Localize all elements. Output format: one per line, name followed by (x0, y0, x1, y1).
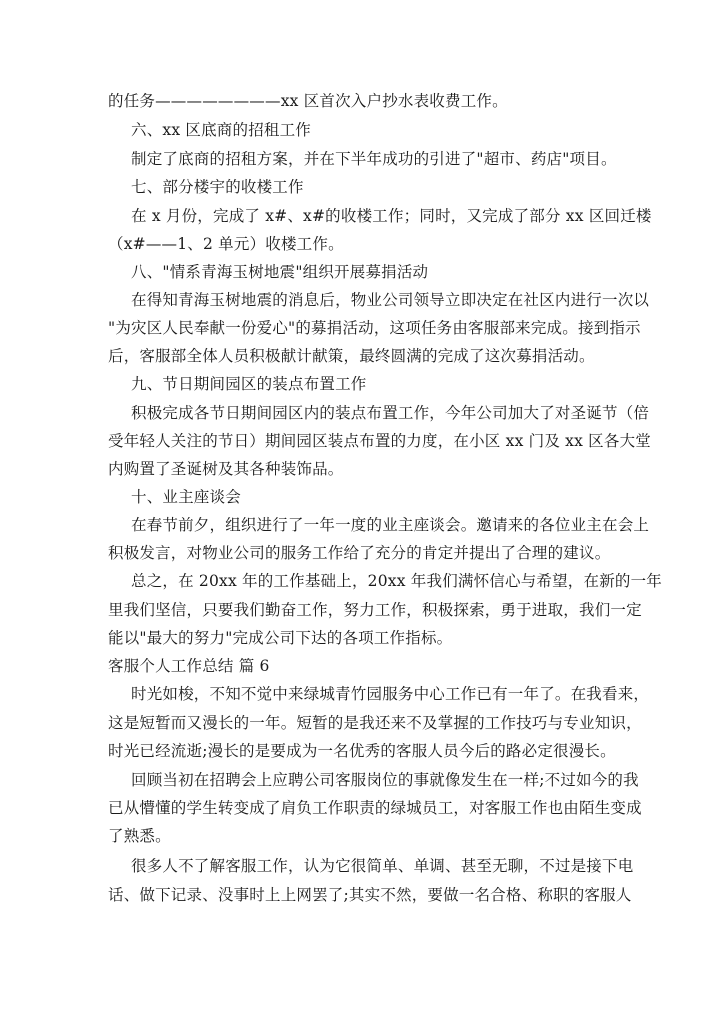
text-line: "为灾区人民奉献一份爱心"的募捐活动，这项任务由客服部来完成。接到指示 (108, 319, 641, 337)
text-line: 能以"最大的努力"完成公司下达的各项工作指标。 (108, 629, 453, 647)
section-heading: 八、"情系青海玉树地震"组织开展募捐活动 (131, 263, 429, 281)
text-line: 已从懵懂的学生转变成了肩负工作职责的绿城员工，对客服工作也由陌生变成 (108, 799, 642, 817)
text-line: 在 x 月份，完成了 x#、x#的收楼工作；同时，又完成了部分 xx 区回迁楼 (131, 207, 652, 225)
text-line: （x#——1、2 单元）收楼工作。 (108, 235, 344, 253)
text-line: 里我们坚信，只要我们勤奋工作，努力工作，积极探索，勇于进取，我们一定 (108, 601, 642, 619)
section-heading: 十、业主座谈会 (131, 488, 241, 506)
section-heading: 六、xx 区底商的招租工作 (131, 121, 312, 139)
section-heading: 七、部分楼宇的收楼工作 (131, 178, 304, 196)
text-line: 的任务————————xx 区首次入户抄水表收费工作。 (108, 92, 508, 110)
text-line: 内购置了圣诞树及其各种装饰品。 (108, 460, 344, 478)
text-line: 回顾当初在招聘会上应聘公司客服岗位的事就像发生在一样;不过如今的我 (131, 771, 639, 789)
text-line: 制定了底商的招租方案，并在下半年成功的引进了"超市、药店"项目。 (131, 150, 617, 168)
text-line: 了熟悉。 (108, 827, 171, 845)
text-line: 话、做下记录、没事时上上网罢了;其实不然，要做一名合格、称职的客服人 (108, 886, 632, 904)
text-line: 总之，在 20xx 年的工作基础上，20xx 年我们满怀信心与希望，在新的一年 (131, 572, 662, 590)
text-line: 在春节前夕，组织进行了一年一度的业主座谈会。邀请来的各位业主在会上 (131, 516, 650, 534)
text-line: 积极发言，对物业公司的服务工作给了充分的肯定并提出了合理的建议。 (108, 544, 611, 562)
text-line: 后，客服部全体人员积极献计献策，最终圆满的完成了这次募捐活动。 (108, 347, 595, 365)
text-line: 时光已经流逝;漫长的是要成为一名优秀的客服人员今后的路必定很漫长。 (108, 742, 616, 760)
article-title: 客服个人工作总结 篇 6 (108, 657, 270, 675)
text-line: 受年轻人关注的节日）期间园区装点布置的力度，在小区 xx 门及 xx 区各大堂 (108, 432, 651, 450)
section-heading: 九、节日期间园区的装点布置工作 (131, 375, 367, 393)
text-line: 积极完成各节日期间园区内的装点布置工作，今年公司加大了对圣诞节（倍 (131, 404, 650, 422)
text-line: 时光如梭，不知不觉中来绿城青竹园服务中心工作已有一年了。在我看来， (131, 685, 650, 703)
text-line: 在得知青海玉树地震的消息后，物业公司领导立即决定在社区内进行一次以 (131, 291, 650, 309)
text-line: 这是短暂而又漫长的一年。短暂的是我还来不及掌握的工作技巧与专业知识， (108, 714, 642, 732)
text-line: 很多人不了解客服工作，认为它很简单、单调、甚至无聊，不过是接下电 (131, 857, 634, 875)
